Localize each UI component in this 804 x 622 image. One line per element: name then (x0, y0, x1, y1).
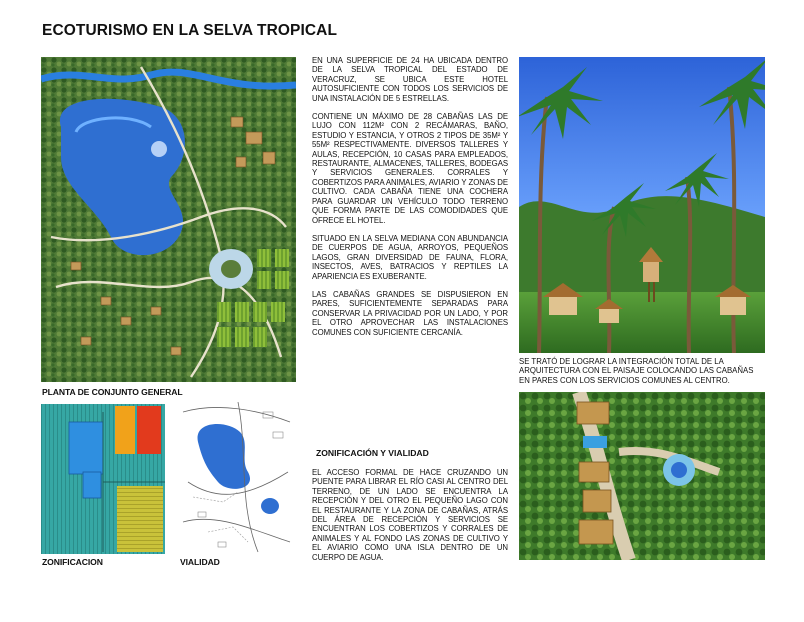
zoning-text-column (312, 468, 508, 571)
paragraph-intro: EN UNA SUPERFICIE DE 24 HA UBICADA DENTRO DE LA SELVA TROPICAL DEL ESTADO DE VERACRUZ, SE UBICA ESTE HOTEL AUTOSUFICIENTE CON TODOS LOS SERVICIOS DE UNA INSTALACIÓN DE 5 ESTRELLAS. (312, 56, 508, 103)
site-plan-image (41, 57, 296, 382)
zoning-caption: ZONIFICACION (42, 557, 103, 567)
roads-caption: VIALIDAD (180, 557, 220, 567)
description-column (312, 56, 508, 346)
roads-diagram (178, 402, 296, 554)
paragraph-site: SITUADO EN LA SELVA MEDIANA CON ABUNDANCIA DE CUERPOS DE AGUA, ARROYOS, PEQUEÑOS LAGOS, GRAN DIVERSIDAD DE FAUNA, FLORA, INSECTOS, AVES, BATRACIOS Y REPTILES LA APARIENCIA ES EXUBERANTE. (312, 233, 508, 281)
cabins-aerial-image (519, 392, 765, 560)
page-title: ECOTURISMO EN LA SELVA TROPICAL (42, 22, 338, 39)
site-plan-caption: PLANTA DE CONJUNTO GENERAL (42, 387, 183, 397)
paragraph-cabins: LAS CABAÑAS GRANDES SE DISPUSIERON EN PARES, SUFICIENTEMENTE SEPARADAS PARA CONSERVAR LA PRIVACIDAD POR UN LADO, Y POR EL OTRO APROVECHAR LAS INSTALACIONES COMUNES CON SUFICIENTE CERCANÍA. (312, 289, 508, 337)
section-title: ZONIFICACIÓN Y VIALIDAD (316, 448, 429, 458)
jungle-render-image (519, 57, 765, 353)
paragraph-program: CONTIENE UN MÁXIMO DE 28 CABAÑAS LAS DE LUJO CON 112M² CON 2 RECÁMARAS, BAÑO, ESTUDIO Y ESTANCIA, Y OTROS 2 TIPOS DE 35M² Y 55M² RESPECTIVAMENTE. DIVERSOS TALLERES Y AULAS, RECEPCIÓN, 10 CASAS PARA EMPLEADOS, RESTAURANTE, ALMACENES, TALLERES, BODEGAS Y SERVICIOS GENERALES. CORRALES Y COBERTIZOS PARA ANIMALES, AVIARIO Y ZONAS DE CULTIVO. CADA CABAÑA TIENE UNA COCHERA PARA GUARDAR UN VEHÍCULO TODO TERRENO QUE FORMA PARTE DE LAS COMODIDADES QUE OFRECE EL HOTEL. (312, 112, 508, 225)
render-caption: SE TRATÓ DE LOGRAR LA INTEGRACIÓN TOTAL DE LA ARQUITECTURA CON EL PAISAJE COLOCANDO LAS CABAÑAS EN PARES CON LOS SERVICIOS COMUNES AL CENTRO. (519, 357, 754, 385)
paragraph-access: EL ACCESO FORMAL DE HACE CRUZANDO UN PUENTE PARA LIBRAR EL RÍO CASI AL CENTRO DEL TERRENO, DE UN LADO SE ENCUENTRA LA RECEPCIÓN Y DEL OTRO EL PEQUEÑO LAGO CON EL RESTAURANTE Y LA ZONA DE CABAÑAS, ATRÁS DEL ÁREA DE RECEPCIÓN Y SERVICIOS SE ENCUENTRAN LOS COBERTIZOS Y CORRALES DE ANIMALES Y AL FONDO LAS ZONAS DE CULTIVO Y EL AVIARIO COMO UNA ISLA DENTRO DE UN CUERPO DE AGUA. (312, 468, 508, 562)
zoning-diagram (41, 404, 165, 554)
